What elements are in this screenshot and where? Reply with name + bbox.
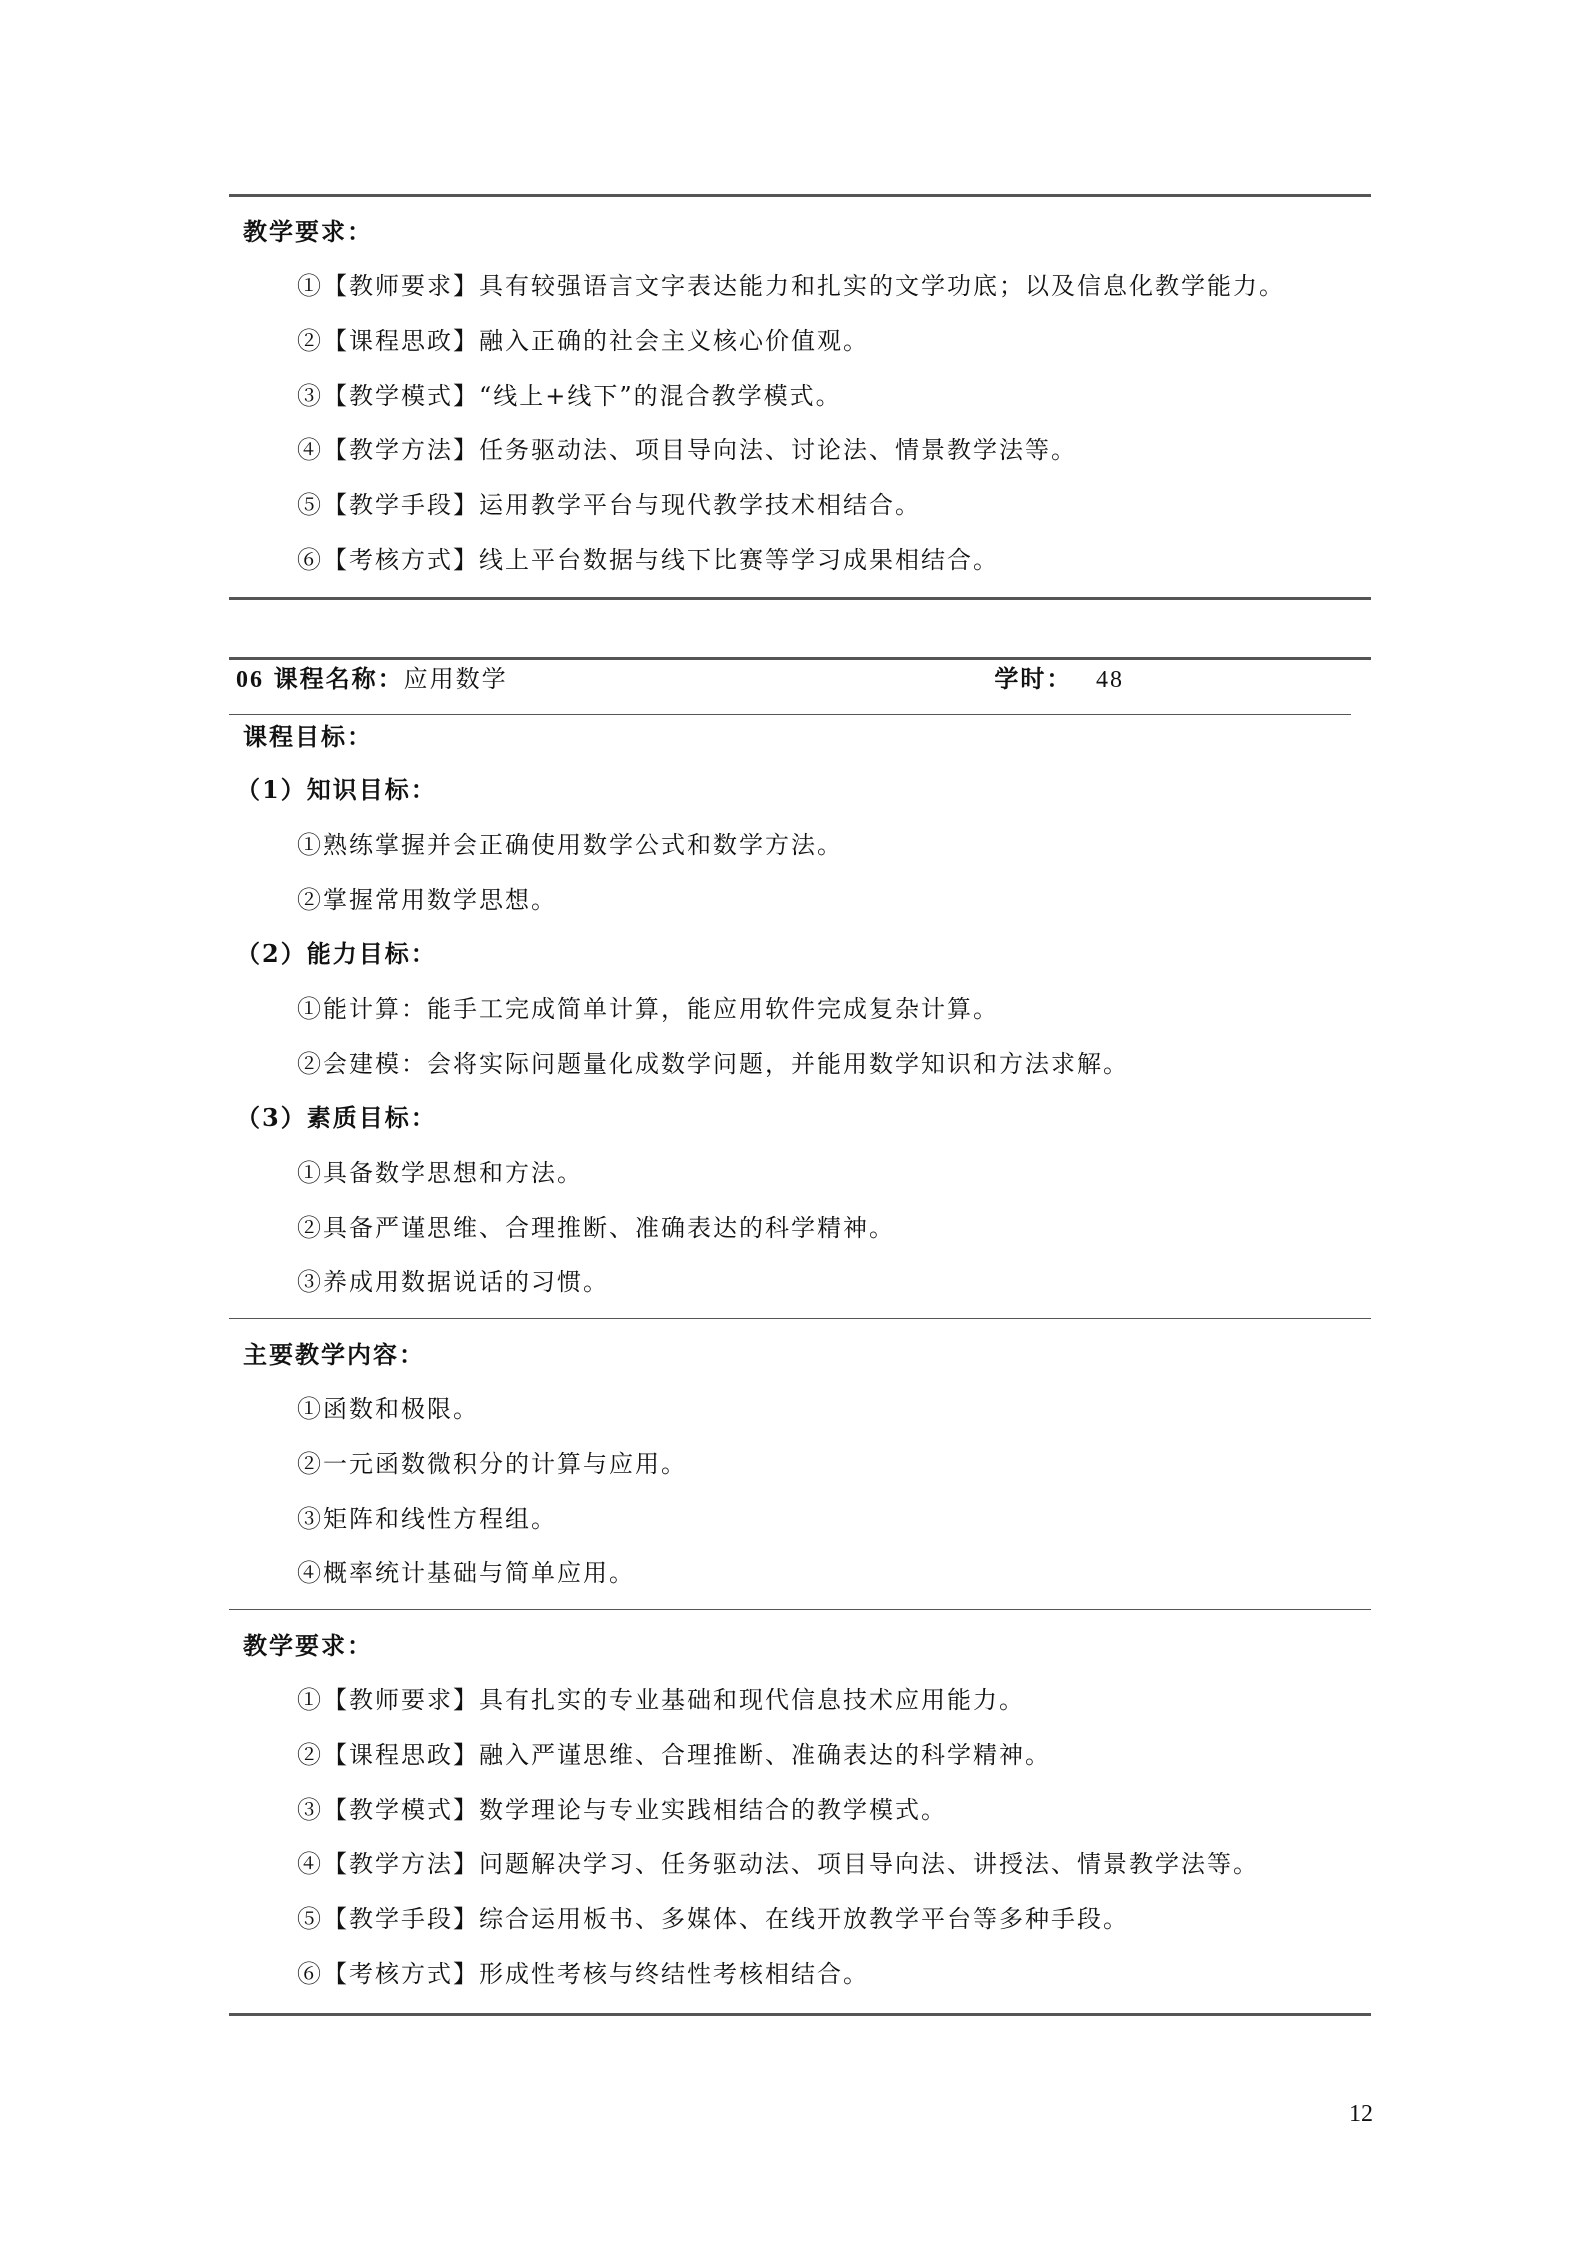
section-heading-requirements: 教学要求： (243, 1631, 373, 1660)
section-end-rule (229, 2013, 1371, 2016)
section-end-rule (229, 597, 1371, 600)
list-item: ③养成用数据说话的习惯。 (297, 1268, 609, 1296)
list-item: ②【课程思政】融入严谨思维、合理推断、准确表达的科学精神。 (297, 1741, 1051, 1769)
section-divider (229, 1318, 1371, 1319)
course-header-top-rule (229, 657, 1371, 660)
list-item: ②掌握常用数学思想。 (297, 886, 557, 914)
course-number: 06 (236, 667, 264, 693)
section-heading-requirements: 教学要求： (243, 217, 373, 246)
list-item: ②【课程思政】融入正确的社会主义核心价值观。 (297, 327, 869, 355)
subheading-knowledge: （1）知识目标： (236, 775, 437, 804)
list-item: ④【教学方法】问题解决学习、任务驱动法、项目导向法、讲授法、情景教学法等。 (297, 1850, 1259, 1878)
list-item: ③矩阵和线性方程组。 (297, 1505, 557, 1533)
list-item: ⑤【教学手段】运用教学平台与现代教学技术相结合。 (297, 491, 921, 519)
list-item: ①熟练掌握并会正确使用数学公式和数学方法。 (297, 831, 843, 859)
section-heading-objectives: 课程目标： (243, 722, 373, 751)
section-divider (229, 1609, 1371, 1610)
list-item: ④【教学方法】任务驱动法、项目导向法、讨论法、情景教学法等。 (297, 436, 1077, 464)
course-header (236, 663, 1356, 695)
course-header-bottom-rule (229, 714, 1351, 715)
list-item: ⑤【教学手段】综合运用板书、多媒体、在线开放教学平台等多种手段。 (297, 1905, 1129, 1933)
list-item: ①【教师要求】具有较强语言文字表达能力和扎实的文学功底；以及信息化教学能力。 (297, 272, 1285, 300)
subheading-ability: （2）能力目标： (236, 939, 437, 968)
course-hours (994, 663, 1124, 696)
subheading-quality: （3）素质目标： (236, 1103, 437, 1132)
list-item: ②会建模：会将实际问题量化成数学问题，并能用数学知识和方法求解。 (297, 1050, 1129, 1078)
list-item: ①【教师要求】具有扎实的专业基础和现代信息技术应用能力。 (297, 1686, 1025, 1714)
course-hours-label: 学时： (994, 664, 1073, 693)
list-item: ③【教学模式】数学理论与专业实践相结合的教学模式。 (297, 1796, 947, 1824)
list-item: ⑥【考核方式】线上平台数据与线下比赛等学习成果相结合。 (297, 546, 999, 574)
list-item: ②具备严谨思维、合理推断、准确表达的科学精神。 (297, 1214, 895, 1242)
course-name-label: 课程名称： (273, 664, 404, 693)
list-item: ①具备数学思想和方法。 (297, 1159, 583, 1187)
page-number: 12 (1349, 2101, 1373, 2127)
course-hours-value: 48 (1096, 667, 1124, 693)
list-item: ②一元函数微积分的计算与应用。 (297, 1450, 687, 1478)
section-heading-content: 主要教学内容： (243, 1340, 425, 1369)
list-item: ④概率统计基础与简单应用。 (297, 1559, 635, 1587)
list-item: ③【教学模式】“线上+线下”的混合教学模式。 (297, 382, 842, 410)
list-item: ⑥【考核方式】形成性考核与终结性考核相结合。 (297, 1960, 869, 1988)
list-item: ①函数和极限。 (297, 1395, 479, 1423)
course-name: 应用数学 (403, 665, 508, 693)
top-rule (229, 194, 1371, 197)
list-item: ①能计算：能手工完成简单计算，能应用软件完成复杂计算。 (297, 995, 999, 1023)
